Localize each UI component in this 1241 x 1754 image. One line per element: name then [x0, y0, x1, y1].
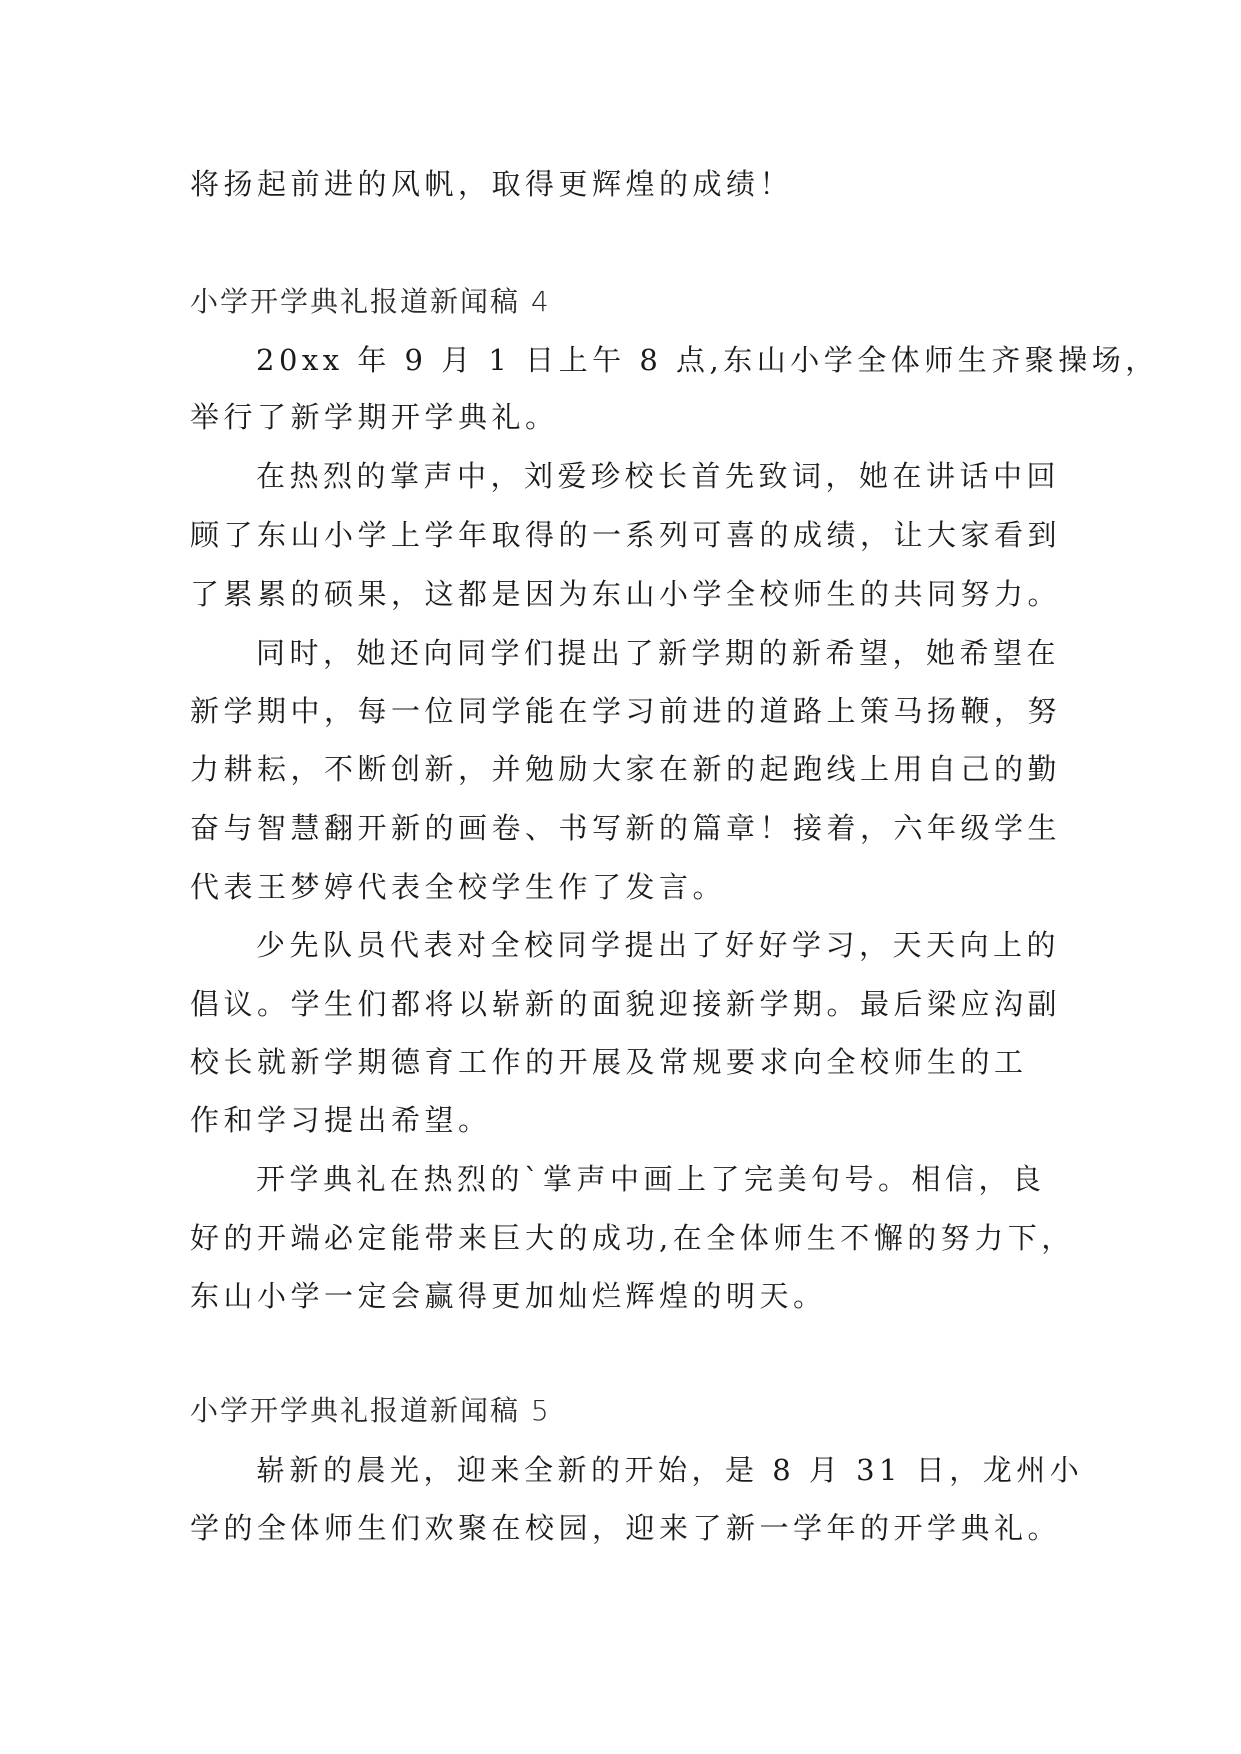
- paragraph-line: 开学典礼在热烈的`掌声中画上了完美句号。相信，良: [256, 1162, 1046, 1196]
- paragraph-line: 20xx 年 9 月 1 日上午 8 点,东山小学全体师生齐聚操场，: [256, 343, 1159, 377]
- paragraph-line: 学的全体师生们欢聚在校园，迎来了新一学年的开学典礼。: [190, 1511, 1062, 1545]
- paragraph-line: 顾了东山小学上学年取得的一系列可喜的成绩，让大家看到: [190, 518, 1062, 552]
- paragraph-line: 校长就新学期德育工作的开展及常规要求向全校师生的工: [190, 1045, 1028, 1079]
- paragraph-line: 了累累的硕果，这都是因为东山小学全校师生的共同努力。: [190, 577, 1062, 611]
- paragraph-line: 好的开端必定能带来巨大的成功,在全体师生不懈的努力下，: [190, 1221, 1075, 1255]
- paragraph-line: 作和学习提出希望。: [190, 1103, 492, 1137]
- paragraph-line: 新学期中，每一位同学能在学习前进的道路上策马扬鞭，努: [190, 694, 1062, 728]
- continuation-line: 将扬起前进的风帆，取得更辉煌的成绩！: [190, 167, 794, 201]
- paragraph-line: 举行了新学期开学典礼。: [190, 400, 559, 434]
- paragraph-line: 力耕耘，不断创新，并勉励大家在新的起跑线上用自己的勤: [190, 752, 1062, 786]
- paragraph-line: 奋与智慧翻开新的画卷、书写新的篇章！接着，六年级学生: [190, 811, 1062, 845]
- paragraph-line: 代表王梦婷代表全校学生作了发言。: [190, 870, 727, 904]
- article-5-heading: 小学开学典礼报道新闻稿 5: [190, 1394, 551, 1427]
- paragraph-line: 同时，她还向同学们提出了新学期的新希望，她希望在: [256, 636, 1061, 670]
- paragraph-line: 东山小学一定会赢得更加灿烂辉煌的明天。: [190, 1279, 827, 1313]
- paragraph-line: 在热烈的掌声中，刘爱珍校长首先致词，她在讲话中回: [256, 459, 1061, 493]
- paragraph-line: 崭新的晨光，迎来全新的开始，是 8 月 31 日，龙州小: [256, 1453, 1084, 1487]
- article-4-heading: 小学开学典礼报道新闻稿 4: [190, 285, 551, 318]
- paragraph-line: 少先队员代表对全校同学提出了好好学习，天天向上的: [256, 928, 1061, 962]
- paragraph-line: 倡议。学生们都将以崭新的面貌迎接新学期。最后梁应沟副: [190, 987, 1062, 1021]
